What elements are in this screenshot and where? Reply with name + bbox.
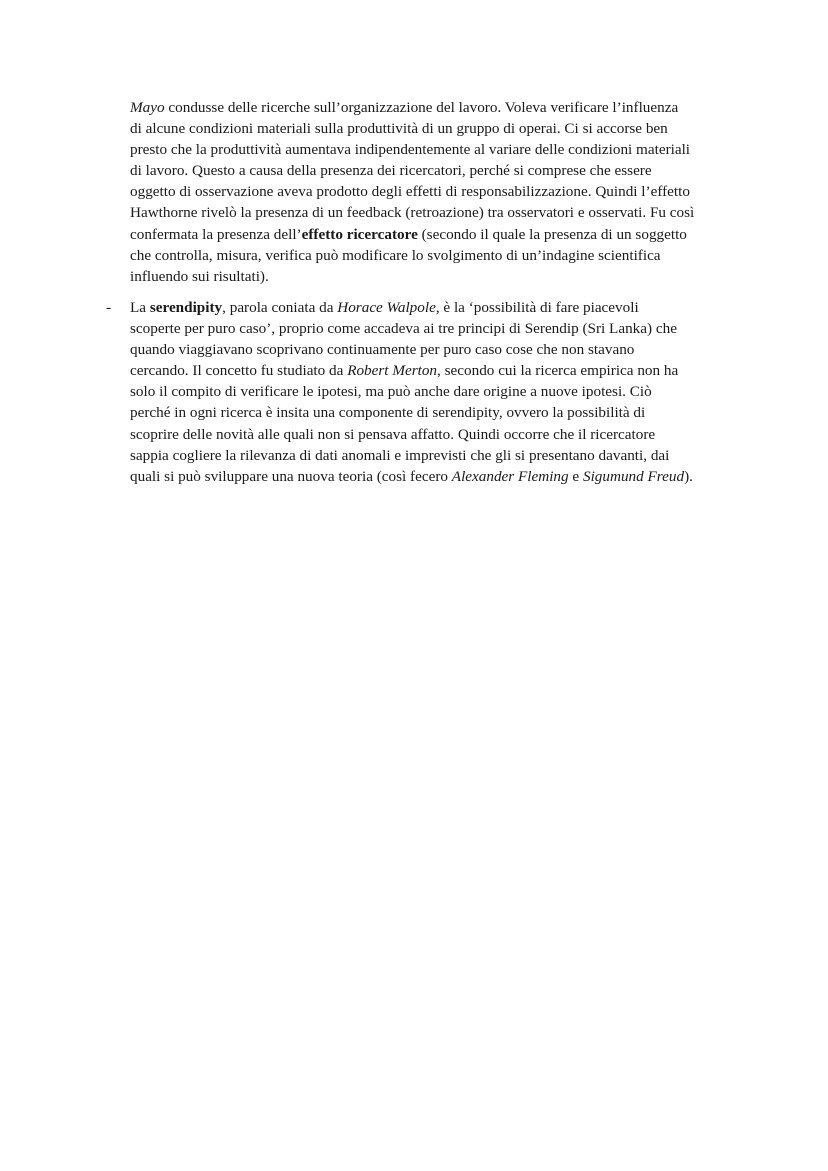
text-line — [130, 318, 770, 339]
text-line — [130, 360, 770, 381]
text-run: (secondo il quale la presenza di un soggetto — [417, 225, 687, 243]
text-run: perché in ogni ricerca è insita una componente di serendipity, ovvero la possibilità di — [130, 404, 646, 422]
text-run: sappia cogliere la rilevanza di dati anomali e imprevisti che gli si presentano davanti, dai — [130, 446, 670, 464]
text-run: di alcune condizioni materiali sulla produttività di un gruppo di operai. Ci si accorse ben — [130, 120, 668, 138]
text-run: quali si può sviluppare una nuova teoria (così fecero — [130, 467, 452, 485]
bold-text: serendipity — [149, 299, 223, 316]
text-run: solo il compito di verificare le ipotesi, ma può anche dare origine a nuove ipotesi. Ciò — [130, 383, 652, 401]
bold-text: effetto ricercatore — [301, 225, 418, 243]
text-run: cercando. Il concetto fu studiato da — [130, 362, 348, 380]
text-run: , è la ‘possibilità di fare piacevoli — [435, 299, 639, 316]
text-line — [130, 445, 770, 466]
text-run: di lavoro. Questo a causa della presenza dei ricercatori, perché si comprese che essere — [130, 162, 652, 180]
text-run: , secondo cui la ricerca empirica non ha — [437, 362, 679, 380]
text-run: , parola coniata da — [222, 299, 338, 316]
text-run: e — [568, 467, 583, 485]
italic-text: Horace Walpole — [337, 299, 436, 316]
list-bullet: - — [106, 299, 112, 316]
text-line — [130, 118, 770, 139]
text-line — [130, 160, 770, 181]
text-line — [130, 339, 770, 360]
italic-text: Sigumund Freud — [582, 467, 685, 485]
text-line — [130, 97, 770, 118]
italic-text: Robert Merton — [347, 362, 438, 380]
text-line — [130, 139, 770, 160]
text-run: La — [130, 299, 150, 316]
text-run: scoprire delle novità alle quali non si pensava affatto. Quindi occorre che il ricercatore — [130, 425, 656, 443]
italic-text: Alexander Fleming — [451, 467, 569, 485]
text-run: confermata la presenza dell’ — [130, 225, 302, 243]
text-run: oggetto di osservazione aveva prodotto degli effetti di responsabilizzazione. Quindi l’effetto — [130, 183, 690, 201]
text-run: quando viaggiavano scoprivano continuamente per puro caso cose che non stavano — [130, 341, 635, 359]
text-run: condusse delle ricerche sull’organizzazione del lavoro. Voleva verificare l’influenza — [164, 99, 679, 116]
text-line — [130, 297, 770, 318]
text-line — [130, 266, 770, 287]
text-line — [130, 245, 770, 266]
text-line — [130, 466, 770, 487]
text-line — [130, 402, 770, 423]
text-run: influendo sui risultati). — [130, 267, 269, 285]
text-run: ). — [684, 467, 693, 485]
text-run: presto che la produttività aumentava indipendentemente al variare delle condizioni materiali — [130, 141, 691, 159]
paragraph-serendipity — [130, 297, 770, 487]
text-run: scoperte per puro caso’, proprio come accadeva ai tre principi di Serendip (Sri Lanka) che — [130, 320, 677, 338]
text-line — [130, 381, 770, 402]
text-line — [130, 424, 770, 445]
text-line — [130, 202, 770, 223]
text-run: Hawthorne rivelò la presenza di un feedback (retroazione) tra osservatori e osservati. Fu così — [130, 204, 695, 222]
paragraph-hawthorne-effect — [130, 97, 770, 287]
italic-text: Mayo — [130, 99, 165, 116]
text-run: che controlla, misura, verifica può modificare lo svolgimento di un’indagine scientifica — [130, 246, 661, 264]
text-line — [130, 224, 770, 245]
text-line — [130, 181, 770, 202]
